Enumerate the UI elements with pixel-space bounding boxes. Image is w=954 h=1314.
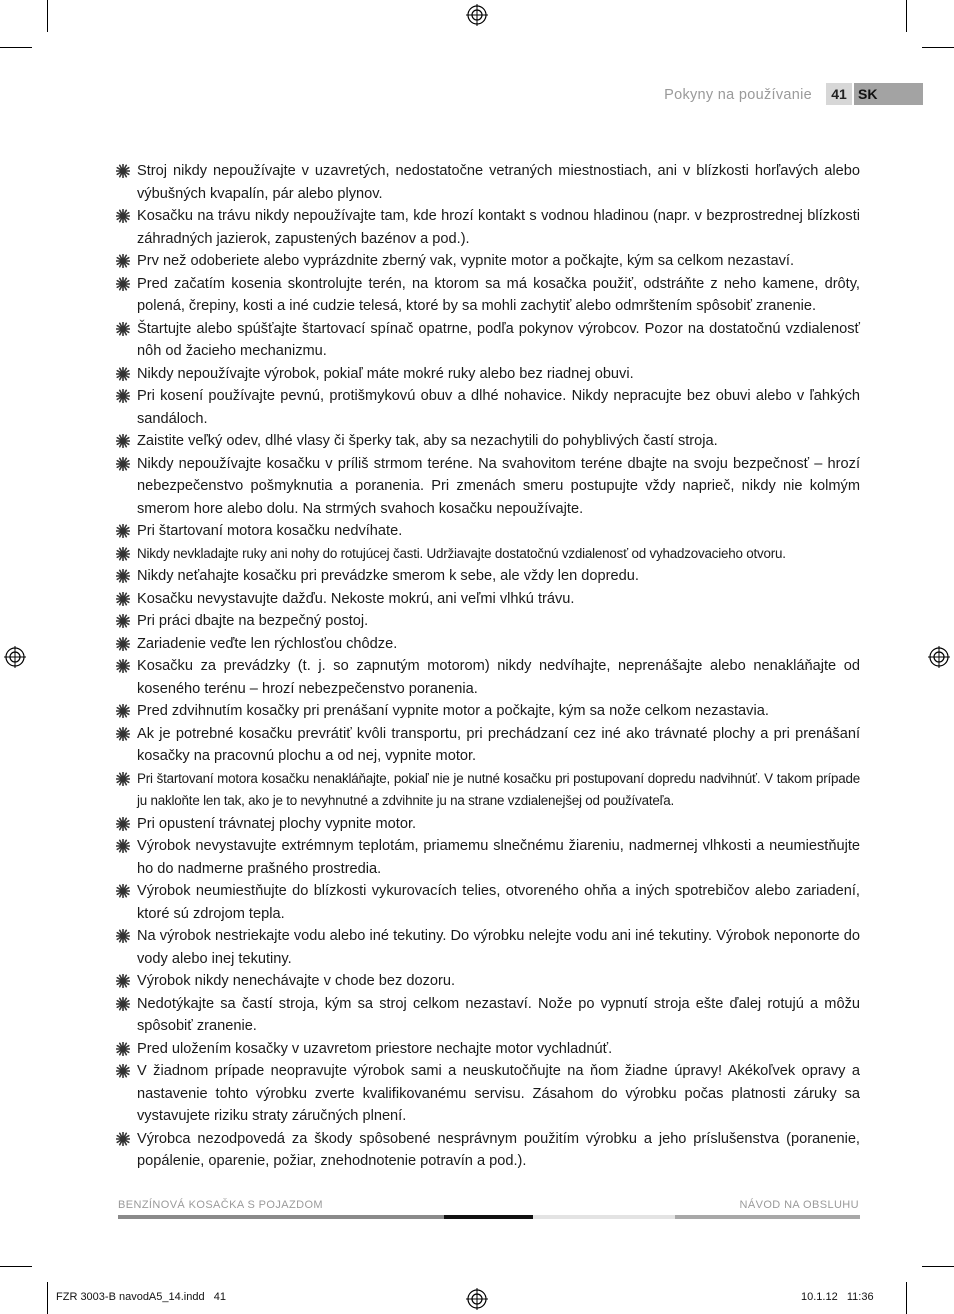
list-item-text: Pri štartovaní motora kosačku nedvíhate. [137, 523, 403, 539]
sunburst-bullet-icon [116, 997, 130, 1011]
language-code: SK [854, 83, 923, 105]
registration-mark-icon [466, 1288, 488, 1310]
list-item-text: Nedotýkajte sa častí stroja, kým sa stroj celkom nezastaví. Nože po vypnutí stroja ešte ďalej rotujú a môžu spôsobiť zranenie. [137, 995, 860, 1034]
list-item-text: Výrobca nezodpovedá za škody spôsobené nesprávnym použitím výrobku a jeho príslušenstva (poranenie, popálenie, oparenie, požiar, znehodnotenie potravín a pod.). [137, 1130, 860, 1169]
list-item [116, 880, 860, 925]
list-item-text: Ak je potrebné kosačku prevrátiť kvôli transportu, pri prechádzaní cez iné ako trávnaté plochy a pri prenášaní kosačky na pracovnú plochu a od nej, vypnite motor. [137, 725, 860, 764]
list-item [116, 273, 860, 318]
sunburst-bullet-icon [116, 817, 130, 831]
list-item [116, 700, 860, 723]
list-item-text: Výrobok nevystavujte extrémnym teplotám, priamemu slnečnému žiareniu, nadmernej vlhkosti a neumiestňujte ho do nadmerne prašného prostredia. [137, 838, 860, 877]
list-item [116, 385, 860, 430]
crop-mark [0, 47, 32, 48]
list-item [116, 1128, 860, 1173]
sunburst-bullet-icon [116, 884, 130, 898]
sunburst-bullet-icon [116, 659, 130, 673]
list-item [116, 588, 860, 611]
sunburst-bullet-icon [116, 254, 130, 268]
sunburst-bullet-icon [116, 547, 130, 561]
list-item-text: Zaistite veľký odev, dlhé vlasy či šperky tak, aby sa nezachytili do pohyblivých častí stroja. [137, 433, 718, 449]
footer-divider [118, 1215, 444, 1219]
sunburst-bullet-icon [116, 434, 130, 448]
list-item [116, 160, 860, 205]
list-item-text: Pri kosení používajte pevnú, protišmykovú obuv a dlhé nohavice. Nikdy nepracujte bez obuvi alebo v ľahkých sandáloch. [137, 388, 860, 427]
list-item [116, 610, 860, 633]
crop-mark [47, 0, 48, 32]
sunburst-bullet-icon [116, 1064, 130, 1078]
sunburst-bullet-icon [116, 772, 130, 786]
list-item-text: Nikdy nevkladajte ruky ani nohy do rotujúcej časti. Udržiavajte dostatočnú vzdialenosť od vyhadzovacieho otvoru. [137, 545, 786, 561]
list-item-text: Kosačku na trávu nikdy nepoužívajte tam, kde hrozí kontakt s vodnou hladinou (napr. v bezprostrednej blízkosti záhradných jazierok, zapustených bazénov a pod.). [137, 208, 860, 247]
list-item [116, 835, 860, 880]
list-item [116, 633, 860, 656]
list-item-text: Pri práci dbajte na bezpečný postoj. [137, 613, 369, 629]
crop-mark [906, 1282, 907, 1314]
list-item-text: Nikdy nepoužívajte kosačku v príliš strmom teréne. Na svahovitom teréne dbajte na svoju bezpečnosť – hrozí nebezpečenstvo pošmyknutia a poranenia. Pri zmenách smeru postupujte vždy naprieč, nikdy nie kolmým smerom hore alebo dolu. Na strmých svahoch kosačku nepoužívajte. [137, 455, 860, 517]
sunburst-bullet-icon [116, 1042, 130, 1056]
list-item-text: Zariadenie veďte len rýchlosťou chôdze. [137, 635, 398, 652]
list-item-text: Pri štartovaní motora kosačku nenakláňajte, pokiaľ nie je nutné kosačku pri postupovaní dopredu nadvihnúť. V takom prípade ju nakloňte len tak, ako je to nevyhnutné a zdvihnite ju na strane vzdialenejšej od používateľa. [137, 770, 860, 808]
sunburst-bullet-icon [116, 704, 130, 718]
sunburst-bullet-icon [116, 614, 130, 628]
sunburst-bullet-icon [116, 1132, 130, 1146]
list-item-text: V žiadnom prípade neopravujte výrobok sami a neuskutočňujte na ňom žiadne úpravy! Akékoľvek opravy a nastavenie tohto výrobku zverte kvalifikovanému servisu. Zásahom do výrobku počas platnosti záruky sa vystavujete riziku straty záručných plnení. [137, 1063, 860, 1124]
registration-mark-icon [4, 646, 26, 668]
slug-date: 10.1.12 11:36 [801, 1291, 874, 1303]
list-item-text: Pred uložením kosačky v uzavretom priestore nechajte motor vychladnúť. [137, 1040, 613, 1057]
footer-manual-label: NÁVOD NA OBSLUHU [739, 1199, 859, 1211]
list-item [116, 318, 860, 363]
sunburst-bullet-icon [116, 569, 130, 583]
list-item [116, 768, 860, 813]
list-item [116, 565, 860, 588]
list-item [116, 520, 860, 543]
crop-mark [922, 47, 954, 48]
list-item [116, 970, 860, 993]
list-item-text: Štartujte alebo spúšťajte štartovací spínač opatrne, podľa pokynov výrobcov. Pozor na dostatočnú vzdialenosť nôh od žacieho mechanizmu. [137, 320, 860, 359]
list-item [116, 925, 860, 970]
list-item-text: Nikdy neťahajte kosačku pri prevádzke smerom k sebe, ale vždy len dopredu. [137, 568, 639, 584]
crop-mark [922, 1266, 954, 1267]
registration-mark-icon [466, 4, 488, 26]
list-item-text: Prv než odoberiete alebo vyprázdnite zberný vak, vypnite motor a počkajte, kým sa celkom nezastaví. [137, 253, 795, 269]
list-item [116, 1038, 860, 1061]
crop-mark [0, 1266, 32, 1267]
sunburst-bullet-icon [116, 839, 130, 853]
sunburst-bullet-icon [116, 209, 130, 223]
list-item [116, 453, 860, 521]
list-item-text: Pred zdvihnutím kosačky pri prenášaní vypnite motor a počkajte, kým sa nože celkom nezastavia. [137, 703, 769, 719]
list-item-text: Pri opustení trávnatej plochy vypnite motor. [137, 815, 417, 832]
sunburst-bullet-icon [116, 637, 130, 651]
sunburst-bullet-icon [116, 524, 130, 538]
list-item-text: Stroj nikdy nepoužívajte v uzavretých, nedostatočne vetraných miestnostiach, ani v blízkosti horľavých alebo výbušných kvapalín, pár alebo plynov. [137, 163, 860, 202]
footer-product-name: BENZÍNOVÁ KOSAČKA S POJAZDOM [118, 1199, 323, 1211]
sunburst-bullet-icon [116, 929, 130, 943]
list-item-text: Výrobok nikdy nenechávajte v chode bez dozoru. [137, 973, 456, 989]
list-item [116, 1060, 860, 1128]
sunburst-bullet-icon [116, 592, 130, 606]
list-item-text: Kosačku nevystavujte dažďu. Nekoste mokrú, ani veľmi vlhkú trávu. [137, 590, 575, 607]
list-item [116, 363, 860, 386]
list-item-text: Na výrobok nestriekajte vodu alebo iné tekutiny. Do výrobku nelejte vodu ani iné tekutiny. Výrobok neponorte do vody alebo inej tekutiny. [137, 928, 860, 967]
crop-mark [47, 1282, 48, 1314]
sunburst-bullet-icon [116, 457, 130, 471]
list-item [116, 250, 860, 273]
list-item-text: Pred začatím kosenia skontrolujte terén, na ktorom sa má kosačka použiť, odstráňte z neho kamene, drôty, polená, črepiny, kosti a iné cudzie telesá, ktoré by sa mohli zachytiť alebo odmrštením spôsobiť zranenie. [137, 275, 860, 314]
sunburst-bullet-icon [116, 389, 130, 403]
list-item-text: Výrobok neumiestňujte do blízkosti vykurovacích telies, otvoreného ohňa a iných spotrebičov alebo zariadení, ktoré sú zdrojom tepla. [137, 883, 860, 922]
registration-mark-icon [928, 646, 950, 668]
list-item-text: Kosačku za prevádzky (t. j. so zapnutým motorom) nikdy nedvíhajte, neprenášajte alebo nenakláňajte od koseného terénu – hrozí nebezpečenstvo poranenia. [137, 658, 860, 697]
page-number: 41 [826, 83, 852, 105]
sunburst-bullet-icon [116, 164, 130, 178]
list-item [116, 543, 860, 566]
sunburst-bullet-icon [116, 322, 130, 336]
sunburst-bullet-icon [116, 974, 130, 988]
list-item [116, 655, 860, 700]
slug-filename: FZR 3003-B navodA5_14.indd 41 [56, 1291, 227, 1303]
footer-divider [675, 1215, 860, 1219]
page-header [0, 83, 954, 107]
list-item [116, 430, 860, 453]
crop-mark [906, 0, 907, 32]
footer-divider [533, 1215, 675, 1219]
sunburst-bullet-icon [116, 277, 130, 291]
list-item [116, 723, 860, 768]
list-item-text: Nikdy nepoužívajte výrobok, pokiaľ máte mokré ruky alebo bez riadnej obuvi. [137, 365, 634, 382]
list-item [116, 205, 860, 250]
list-item [116, 993, 860, 1038]
sunburst-bullet-icon [116, 727, 130, 741]
footer-divider [444, 1215, 533, 1219]
safety-instructions-list [116, 160, 860, 1173]
section-title: Pokyny na používanie [664, 87, 812, 103]
list-item [116, 813, 860, 836]
sunburst-bullet-icon [116, 367, 130, 381]
